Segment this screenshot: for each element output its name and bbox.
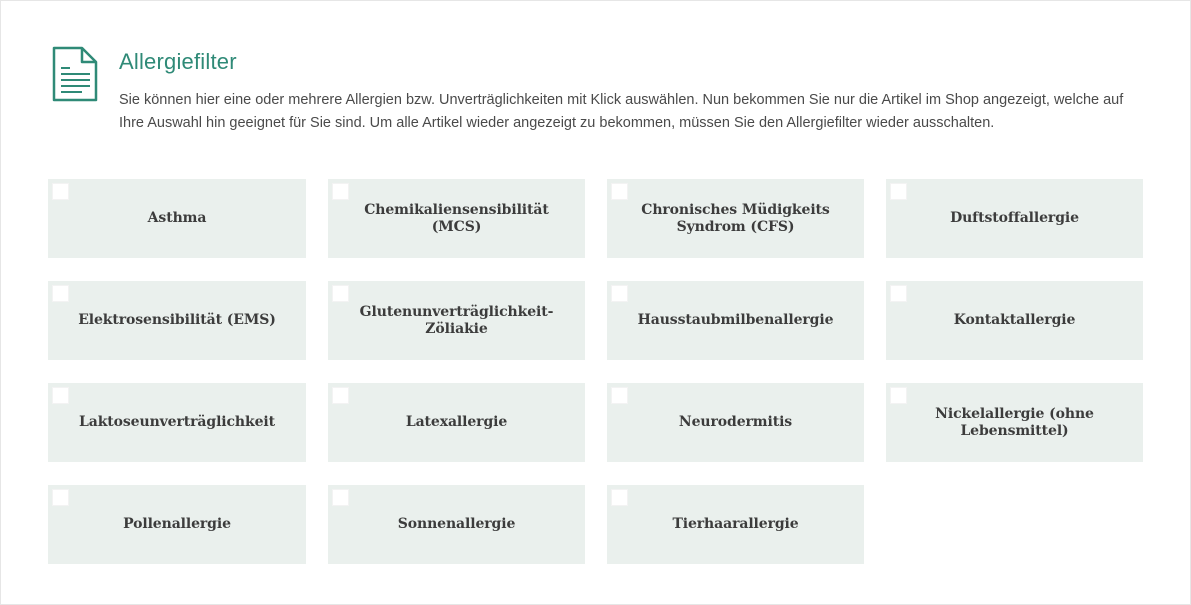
checkbox[interactable] [611,285,628,302]
allergy-tile-cfs[interactable] [607,179,864,258]
allergy-label: Sonnenallergie [397,516,516,532]
allergy-grid [48,179,1145,564]
checkbox[interactable] [332,183,349,200]
allergy-tile-ems[interactable] [48,281,306,360]
allergy-label: Kontaktallergie [953,312,1076,328]
checkbox[interactable] [611,489,628,506]
allergy-tile-tierhaar[interactable] [607,485,864,564]
checkbox[interactable] [332,285,349,302]
allergy-label: Glutenunverträglichkeit-Zöliakie [359,303,554,337]
checkbox[interactable] [332,489,349,506]
allergy-tile-neurodermitis[interactable] [607,383,864,462]
page-title: Allergiefilter [119,49,237,74]
allergy-label: Neurodermitis [678,414,793,430]
checkbox[interactable] [890,183,907,200]
checkbox[interactable] [52,183,69,200]
checkbox[interactable] [52,489,69,506]
allergy-label: Elektrosensibilität (EMS) [78,312,276,328]
allergy-tile-hausstaub[interactable] [607,281,864,360]
allergy-label: Nickelallergie (ohne Lebensmittel) [935,405,1094,439]
allergy-label: Chronisches Müdigkeits Syndrom (CFS) [641,201,830,235]
filter-description: Sie können hier eine oder mehrere Allergien bzw. Unverträglichkeiten mit Klick auswählen. Nun bekommen Sie nur die Artikel im Shop angezeigt, welche auf Ihre Auswahl hin geeignet für Sie sind. Um alle Artikel wieder angezeigt zu bekommen, müssen Sie den Allergiefilter wieder ausschalten. [119,92,1124,131]
allergy-label: Latexallergie [405,414,508,430]
allergy-tile-asthma[interactable] [48,179,306,258]
allergy-tile-nickel[interactable] [886,383,1143,462]
allergy-label: Laktoseunverträglichkeit [78,414,276,430]
allergy-tile-duftstoff[interactable] [886,179,1143,258]
allergy-tile-laktose[interactable] [48,383,306,462]
checkbox[interactable] [52,285,69,302]
allergy-label: Asthma [147,210,207,226]
allergy-tile-gluten[interactable] [328,281,585,360]
allergy-label: Duftstoffallergie [950,210,1079,226]
checkbox[interactable] [332,387,349,404]
allergy-tile-sonne[interactable] [328,485,585,564]
allergy-label: Hausstaubmilbenallergie [637,312,834,328]
allergy-tile-kontakt[interactable] [886,281,1143,360]
checkbox[interactable] [52,387,69,404]
checkbox[interactable] [890,285,907,302]
allergy-label: Chemikaliensensibilität (MCS) [364,201,549,235]
allergy-tile-latex[interactable] [328,383,585,462]
allergy-tile-mcs[interactable] [328,179,585,258]
allergy-tile-pollen[interactable] [48,485,306,564]
checkbox[interactable] [611,183,628,200]
checkbox[interactable] [890,387,907,404]
allergy-label: Pollenallergie [123,516,231,532]
document-list-icon [52,46,98,102]
checkbox[interactable] [611,387,628,404]
allergy-label: Tierhaarallergie [672,516,799,532]
